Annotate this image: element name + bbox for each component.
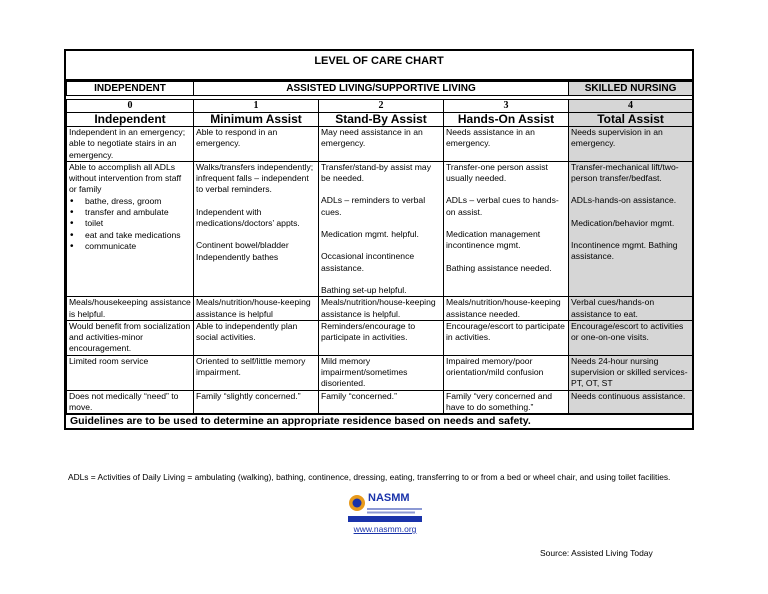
- level-number: 0: [67, 100, 194, 113]
- level-number: 1: [194, 100, 319, 113]
- medical-row: [67, 390, 693, 414]
- level-label: Total Assist: [569, 113, 693, 127]
- logo-name: NASMM: [368, 492, 410, 504]
- table-cell: Family “very concerned and have to do something.”: [444, 390, 569, 414]
- list-item: • toilet: [69, 218, 191, 229]
- cell-text: Walks/transfers independently; infrequent falls – independent to verbal reminders.: [196, 161, 314, 195]
- level-label-row: [67, 113, 693, 127]
- cell-text: Independent with medications/doctors’ appts.: [196, 206, 300, 229]
- source-credit: Source: Assisted Living Today: [540, 548, 653, 558]
- table-cell: Meals/nutrition/house-keeping assistance is helpful.: [319, 297, 444, 321]
- list-item: • transfer and ambulate: [69, 207, 191, 218]
- cell-text: Bathing assistance needed.: [446, 262, 552, 273]
- adl-row: [67, 161, 693, 296]
- cell-text: Medication mgmt. helpful.: [321, 229, 419, 240]
- table-cell: Needs supervision in an emergency.: [569, 127, 693, 162]
- table-cell: [194, 161, 319, 296]
- table-cell: Able to respond in an emergency.: [194, 127, 319, 162]
- table-cell: Impaired memory/poor orientation/mild confusion: [444, 355, 569, 390]
- cell-text: Medication management incontinence mgmt.: [446, 229, 541, 251]
- table-cell: Family “concerned.”: [319, 390, 444, 414]
- nasmm-link[interactable]: www.nasmm.org: [353, 524, 417, 534]
- cell-text: Transfer-mechanical lift/two-person transfer/bedfast.: [571, 161, 679, 184]
- table-cell: [319, 161, 444, 296]
- adl-list: [69, 196, 191, 252]
- chart-title: LEVEL OF CARE CHART: [66, 51, 692, 81]
- cell-text: Transfer-one person assist usually needed.: [446, 161, 548, 184]
- cell-text: ADLs-hands-on assistance.: [571, 195, 677, 206]
- table-cell: Needs 24-hour nursing supervision or skilled services-PT, OT, ST: [569, 355, 693, 390]
- table-cell: Needs continuous assistance.: [569, 390, 693, 414]
- table-cell: Verbal cues/hands-on assistance to eat.: [569, 297, 693, 321]
- cell-text: ADLs – reminders to verbal cues.: [321, 195, 426, 217]
- level-number-row: [67, 100, 693, 113]
- list-item: • bathe, dress, groom: [69, 196, 191, 207]
- cell-text: ADLs – verbal cues to hands-on assist.: [446, 195, 559, 217]
- table-cell: May need assistance in an emergency.: [319, 127, 444, 162]
- table-cell: Needs assistance in an emergency.: [444, 127, 569, 162]
- table-cell: Meals/nutrition/house-keeping assistance is helpful: [194, 297, 319, 321]
- meals-row: [67, 297, 693, 321]
- table-cell: Meals/housekeeping assistance is helpful.: [67, 297, 194, 321]
- table-cell: Does not medically “need” to move.: [67, 390, 194, 414]
- level-number: 2: [319, 100, 444, 113]
- cell-text: Incontinence mgmt. Bathing assistance.: [571, 240, 678, 262]
- level-of-care-chart: [64, 49, 694, 430]
- table-cell: [67, 161, 194, 296]
- category-skilled-nursing: SKILLED NURSING: [569, 82, 693, 96]
- social-row: [67, 320, 693, 355]
- table-cell: [569, 161, 693, 296]
- category-assisted-living: ASSISTED LIVING/SUPPORTIVE LIVING: [194, 82, 569, 96]
- cell-text: Transfer/stand-by assist may be needed.: [321, 161, 432, 184]
- table-cell: Meals/nutrition/house-keeping assistance needed.: [444, 297, 569, 321]
- memory-row: [67, 355, 693, 390]
- cell-text: Medication/behavior mgmt.: [571, 217, 675, 228]
- cell-text: Occasional incontinence assistance.: [321, 251, 415, 273]
- cell-text: Continent bowel/bladder Independently bathes: [196, 240, 289, 262]
- category-independent: INDEPENDENT: [67, 82, 194, 96]
- guidelines-note: Guidelines are to be used to determine an appropriate residence based on needs and safety.: [66, 414, 692, 428]
- level-number: 4: [569, 100, 693, 113]
- table-cell: Family “slightly concerned.”: [194, 390, 319, 414]
- adl-intro: Able to accomplish all ADLs without intervention from staff or family: [69, 161, 182, 195]
- list-item: • communicate: [69, 241, 191, 252]
- list-item: • eat and take medications: [69, 230, 191, 241]
- level-label: Stand-By Assist: [319, 113, 444, 127]
- care-table: [66, 81, 693, 414]
- table-cell: Would benefit from socialization and activities-minor encouragement.: [67, 320, 194, 355]
- table-cell: [444, 161, 569, 296]
- level-label: Minimum Assist: [194, 113, 319, 127]
- table-cell: Oriented to self/little memory impairment.: [194, 355, 319, 390]
- table-cell: Able to independently plan social activities.: [194, 320, 319, 355]
- table-cell: Mild memory impairment/sometimes disoriented.: [319, 355, 444, 390]
- level-label: Independent: [67, 113, 194, 127]
- adl-footnote: ADLs = Activities of Daily Living = ambulating (walking), bathing, continence, dressing, eating, transferring to or from a bed or wheel chair, and using toilet facilities.: [68, 472, 671, 482]
- category-row: [67, 82, 693, 96]
- emergency-row: [67, 127, 693, 162]
- cell-text: Bathing set-up helpful.: [321, 284, 407, 295]
- table-cell: Encourage/escort to activities or one-on-one visits.: [569, 320, 693, 355]
- level-number: 3: [444, 100, 569, 113]
- level-label: Hands-On Assist: [444, 113, 569, 127]
- table-cell: Reminders/encourage to participate in activities.: [319, 320, 444, 355]
- table-cell: Limited room service: [67, 355, 194, 390]
- table-cell: Encourage/escort to participate in activities.: [444, 320, 569, 355]
- table-cell: Independent in an emergency; able to negotiate stairs in an emergency.: [67, 127, 194, 162]
